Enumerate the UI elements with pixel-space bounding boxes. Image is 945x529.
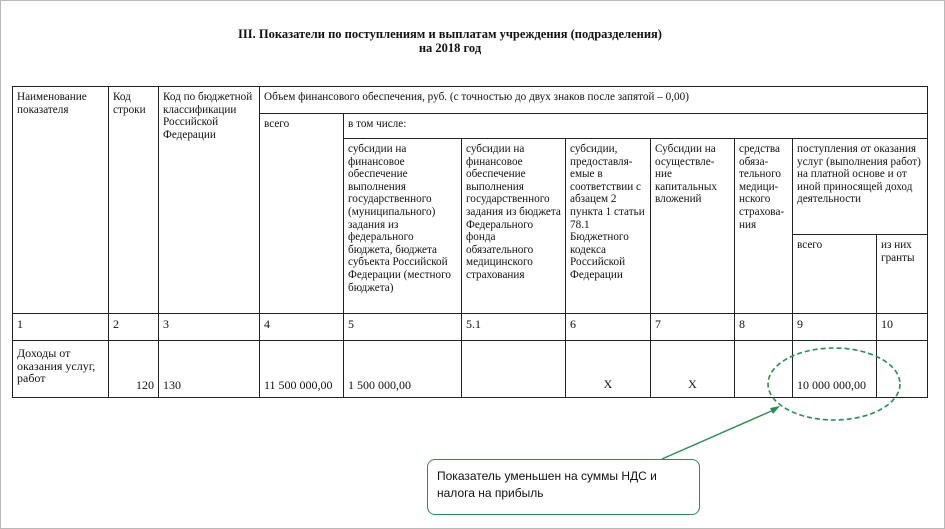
column-number: 2 [109,314,159,341]
column-number: 5.1 [462,314,566,341]
column-number: 6 [566,314,651,341]
header-col-6: субсидии, предоставля-емые в соответствии с абзацем 2 пункта 1 статьи 78.1 Бюджетного кодекса Российской Федерации [566,139,651,314]
header-col-9-group: поступления от оказания услуг (выполнения работ) на платной основе и от иной приносящей доход деятельности [793,139,928,235]
row-col-5: 1 500 000,00 [344,341,462,398]
column-number: 9 [793,314,877,341]
header-total: всего [260,114,344,314]
column-number: 10 [877,314,928,341]
row-col-9: 10 000 000,00 [793,341,877,398]
document-title-line-2: на 2018 год [418,41,482,55]
header-volume: Объем финансового обеспечения, руб. (с точностью до двух знаков после запятой – 0,00) [260,87,928,114]
column-number: 4 [260,314,344,341]
header-including: в том числе: [344,114,928,139]
row-code-budget: 130 [159,341,260,398]
column-number: 5 [344,314,462,341]
column-number: 8 [735,314,793,341]
header-col-5-1: субсидии на финансовое обеспечение выполнения государственного задания из бюджета Федерального фонда обязательного медицинского страхования [462,139,566,314]
header-col-7: Субсидии на осуществле-ние капитальных вложений [651,139,735,314]
row-col-6: Х [566,341,651,398]
column-number: 7 [651,314,735,341]
header-col-10: из них гранты [877,235,928,314]
column-number: 3 [159,314,260,341]
callout-pointer-line [662,409,776,459]
document-title-line-1: III. Показатели по поступлениям и выплатам учреждения (подразделения) [238,27,662,41]
header-col-5: субсидии на финансовое обеспечение выполнения государственного (муниципального) задания из федерального бюджета, бюджета субъекта Российской Федерации (местного бюджета) [344,139,462,314]
column-number: 1 [13,314,109,341]
header-col-8: средства обяза-тельного медици-нского страхова-ния [735,139,793,314]
callout-pointer-arrowhead [770,406,780,414]
header-code-line: Код строки [109,87,159,314]
header-name: Наименование показателя [13,87,109,314]
callout-note: Показатель уменьшен на суммы НДС и налога на прибыль [427,459,700,515]
row-col-7: Х [651,341,735,398]
row-code-line: 120 [109,341,159,398]
row-total: 11 500 000,00 [260,341,344,398]
highlight-ellipse [768,348,900,420]
header-code-budget: Код по бюджетной классификации Российской Федерации [159,87,260,314]
header-col-9: всего [793,235,877,314]
row-name: Доходы от оказания услуг, работ [13,341,109,398]
